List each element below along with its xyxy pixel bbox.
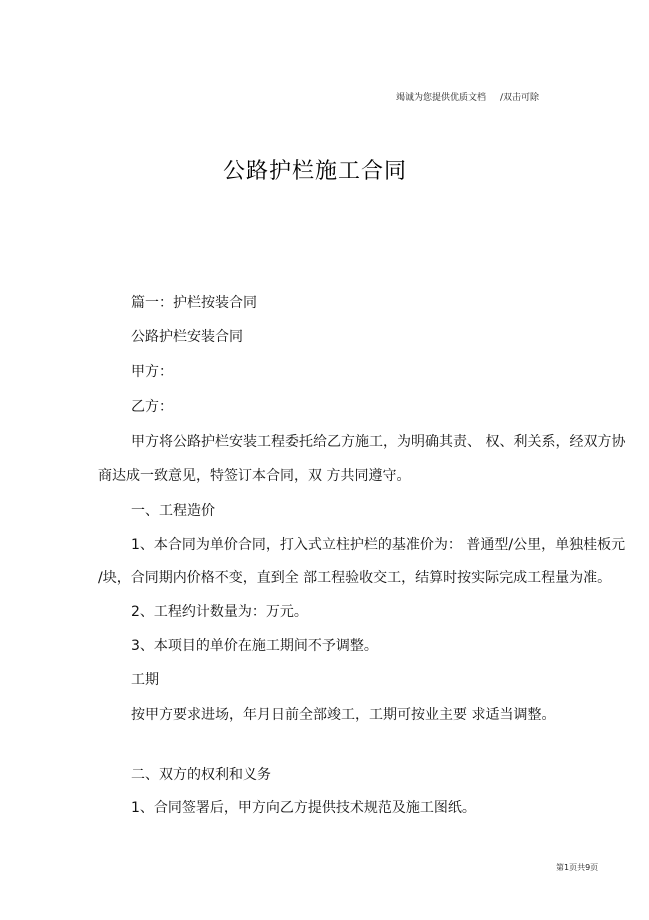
page-number: 第1页共9页 (556, 863, 599, 872)
clause-1-line-2: /块，合同期内价格不变，直到全 部工程验收交工，结算时按实际完成工程量为准。 (98, 570, 612, 586)
header-note-text: 竭诚为您提供优质文档 (396, 93, 487, 103)
period-text: 按甲方要求进场，年月日前全部竣工，工期可按业主要 求适当调整。 (131, 707, 556, 723)
header-note-action: /双击可除 (500, 93, 540, 103)
rights-clause-1: 1、合同签署后，甲方向乙方提供技术规范及施工图纸。 (131, 800, 476, 816)
intro-paragraph-line-1: 甲方将公路护栏安装工程委托给乙方施工，为明确其责、 权、利关系，经双方协 (131, 434, 626, 450)
document-title: 公路护栏施工合同 (222, 159, 407, 184)
contract-subtitle: 公路护栏安装合同 (131, 329, 243, 345)
header-note (396, 90, 539, 103)
clause-2: 2、工程约计数量为：万元。 (131, 604, 308, 620)
party-b-label: 乙方： (131, 399, 173, 415)
heading-period: 工期 (131, 672, 159, 688)
party-a-label: 甲方： (131, 364, 173, 380)
heading-rights: 二、双方的权利和义务 (131, 767, 271, 783)
intro-paragraph-line-2: 商达成一致意见，特签订本合同，双 方共同遵守。 (98, 468, 411, 484)
clause-1-line-1: 1、本合同为单价合同，打入式立柱护栏的基准价为： 普通型/公里，单独桂板元 (131, 537, 626, 553)
section-label: 篇一：护栏按装合同 (131, 295, 257, 311)
heading-cost: 一、工程造价 (131, 503, 215, 519)
clause-3: 3、本项目的单价在施工期间不予调整。 (131, 638, 378, 654)
